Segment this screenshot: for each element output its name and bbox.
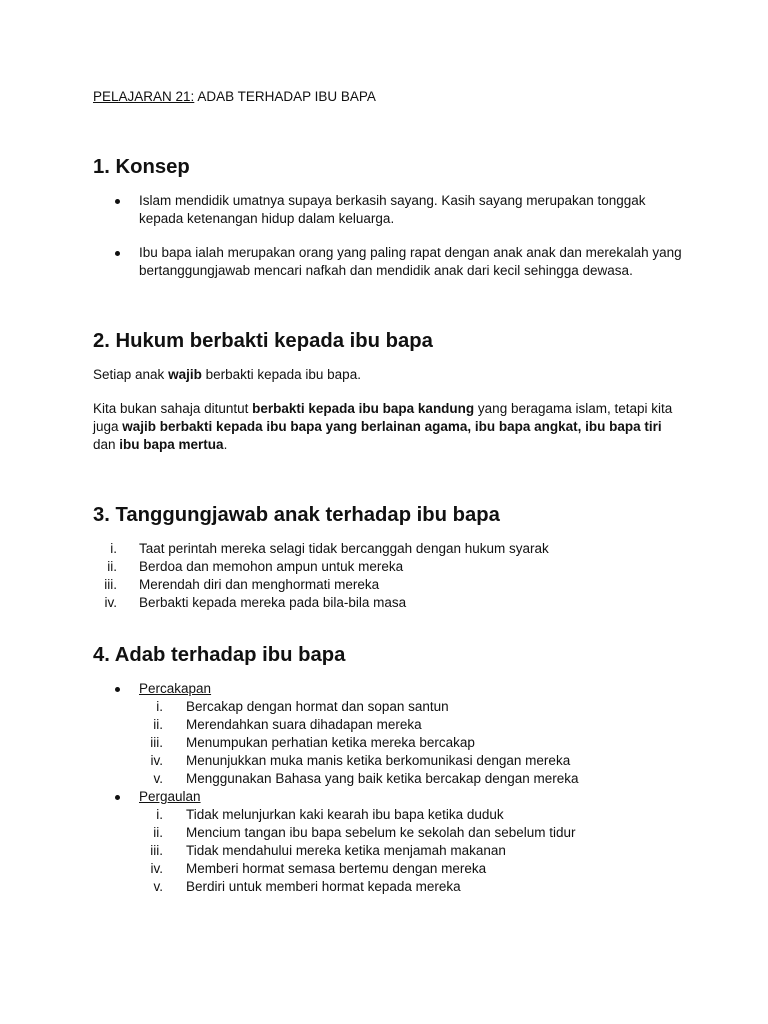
bullet-icon [115, 199, 120, 204]
list-text: Tidak melunjurkan kaki kearah ibu bapa ketika duduk [186, 807, 504, 822]
lesson-title: ADAB TERHADAP IBU BAPA [197, 89, 376, 104]
list-item [93, 878, 683, 896]
section-4-heading: 4. Adab terhadap ibu bapa [93, 644, 346, 666]
list-item [93, 698, 683, 716]
list-number: ii. [153, 717, 163, 732]
lesson-number: PELAJARAN 21: [93, 89, 195, 104]
list-text: Berdiri untuk memberi hormat kepada mereka [186, 879, 461, 894]
list-number: iv. [104, 595, 117, 610]
list-number: iii. [150, 735, 163, 750]
section-1-heading: 1. Konsep [93, 156, 190, 178]
bullet-label: Percakapan [139, 681, 212, 696]
text-run-bold: wajib [168, 367, 202, 382]
list-item [93, 734, 683, 752]
text-run-bold: berbakti kepada ibu bapa kandung [252, 401, 475, 416]
page-title [93, 88, 683, 106]
list-item [93, 540, 683, 558]
list-item [93, 824, 683, 842]
list-text: Mencium tangan ibu bapa sebelum ke sekolah dan sebelum tidur [186, 825, 576, 840]
text-run: berbakti kepada ibu bapa. [201, 367, 361, 382]
list-text: Merendahkan suara dihadapan mereka [186, 717, 422, 732]
bullet-item-pergaulan [93, 788, 683, 806]
text-run: yang beragama islam, tetapi kita juga [93, 401, 673, 434]
list-item [93, 716, 683, 734]
list-number: iv. [150, 753, 163, 768]
list-number: i. [156, 699, 163, 714]
section-2-heading: 2. Hukum berbakti kepada ibu bapa [93, 330, 433, 352]
section-3-heading: 3. Tanggungjawab anak terhadap ibu bapa [93, 504, 500, 526]
list-text: Taat perintah mereka selagi tidak bercanggah dengan hukum syarak [139, 541, 549, 556]
list-number: ii. [153, 825, 163, 840]
bullet-icon [115, 687, 120, 692]
section-4-bullet-list [93, 680, 683, 698]
list-text: Merendah diri dan menghormati mereka [139, 577, 380, 592]
list-item [93, 558, 683, 576]
text-run: Setiap anak [93, 367, 169, 382]
bullet-icon [115, 795, 120, 800]
bullet-text: Ibu bapa ialah merupakan orang yang paling rapat dengan anak anak dan merekalah yang bertanggungjawab mencari nafkah dan mendidik anak dari kecil sehingga dewasa. [139, 245, 682, 278]
list-text: Menunjukkan muka manis ketika berkomunikasi dengan mereka [186, 753, 571, 768]
list-item [93, 842, 683, 860]
list-item [93, 860, 683, 878]
list-number: v. [153, 879, 163, 894]
list-number: v. [153, 771, 163, 786]
bullet-item [93, 244, 683, 280]
percakapan-list [93, 698, 683, 788]
list-text: Berbakti kepada mereka pada bila-bila masa [139, 595, 407, 610]
document-page [93, 88, 683, 896]
list-item [93, 576, 683, 594]
list-number: ii. [107, 559, 117, 574]
bullet-item-percakapan [93, 680, 683, 698]
list-text: Menumpukan perhatian ketika mereka bercakap [186, 735, 475, 750]
list-number: iii. [150, 843, 163, 858]
list-number: i. [156, 807, 163, 822]
bullet-icon [115, 251, 120, 256]
list-number: i. [110, 541, 117, 556]
text-run: . [223, 437, 228, 452]
text-run-bold: ibu bapa mertua [119, 437, 224, 452]
section-4-bullet-list-2 [93, 788, 683, 806]
text-run: dan [93, 437, 120, 452]
section-1-bullet-list [93, 192, 683, 280]
section-3-list [93, 540, 683, 612]
text-run-bold: wajib berbakti kepada ibu bapa yang berlainan agama, ibu bapa angkat, ibu bapa tiri [122, 419, 662, 434]
bullet-text: Islam mendidik umatnya supaya berkasih sayang. Kasih sayang merupakan tonggak kepada ketenangan hidup dalam keluarga. [139, 193, 646, 226]
list-text: Tidak mendahului mereka ketika menjamah makanan [186, 843, 506, 858]
section-2-paragraph-1 [93, 366, 683, 384]
list-item [93, 806, 683, 824]
pergaulan-list [93, 806, 683, 896]
list-text: Menggunakan Bahasa yang baik ketika bercakap dengan mereka [186, 771, 579, 786]
list-item [93, 770, 683, 788]
list-number: iv. [150, 861, 163, 876]
list-item [93, 594, 683, 612]
bullet-label: Pergaulan [139, 789, 201, 804]
bullet-item [93, 192, 683, 228]
text-run: Kita bukan sahaja dituntut [93, 401, 253, 416]
list-text: Berdoa dan memohon ampun untuk mereka [139, 559, 404, 574]
section-2-paragraph-2 [93, 400, 683, 454]
list-text: Bercakap dengan hormat dan sopan santun [186, 699, 449, 714]
list-item [93, 752, 683, 770]
list-number: iii. [104, 577, 117, 592]
list-text: Memberi hormat semasa bertemu dengan mereka [186, 861, 487, 876]
